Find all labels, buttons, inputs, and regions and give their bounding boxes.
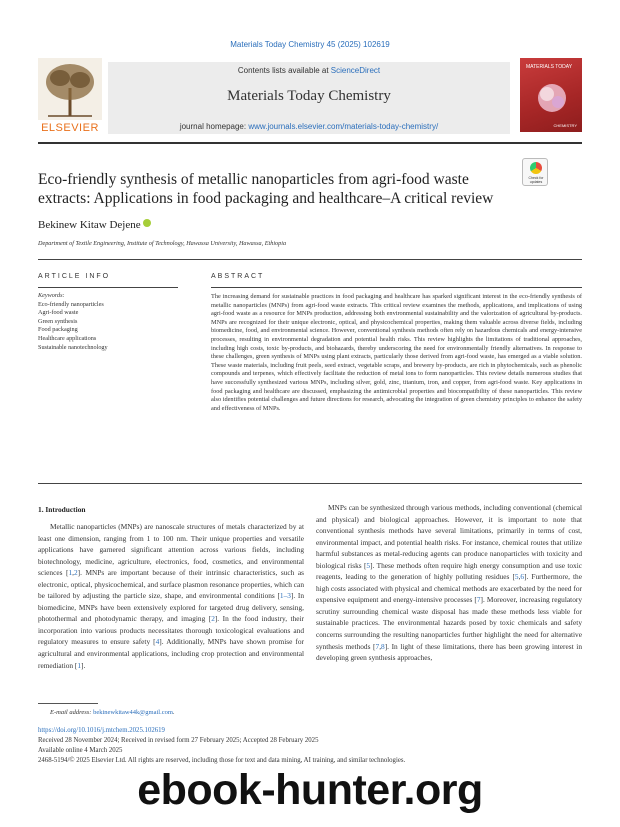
abstract-text: The increasing demand for sustainable practices in food packaging and healthcare has sparked significant interest in the eco-friendly synthesis of metallic nanoparticles (MNPs) from agri-food waste extracts. This critical review examines the methods, applications, and implications of using agri-food waste as a resource for MNPs production, addressing both environmental sustainability and the valorization of agricultural by-products. MNPs are recognized for their unique electronic, optical, and physicochemical properties, making them valuable across diverse fields, including biomedicine, food, and environmental science. However, conventional synthesis methods often rely on hazardous chemicals and energy-intensive processes, resulting in environmental degradation and potential health risks. This review highlights the limitations of traditional approaches, including high costs, toxic by-products, and biohazards, thereby underscoring the need for environmentally friendly alternatives. In response to these challenges, green synthesis of MNPs using plant extracts, particularly those derived from agri-food waste, has emerged as a viable solution. These waste materials, including fruit peels, seed extract, vegetable scraps, and brewery by-products, are rich in phytochemicals, such as phenolic compounds and terpenes, which effectively facilitate the reduction of metal ions to form nanoparticles. This review details numerous studies that have successfully synthesized various MNPs, including silver, gold, zinc, titanium, iron, and copper, from agri-food waste. Key applications in food packaging and healthcare are discussed, emphasizing the antimicrobial properties and biocompatibility of these nanoparticles. This review also identifies potential challenges and future directions for research, advocating the integration of green chemistry principles to enhance the safety and effectiveness of MNPs. (211, 293, 582, 412)
body-text: ]. (81, 660, 86, 670)
contents-line (108, 66, 510, 75)
body-text: ]. Additionally, MNPs have shown promise for agricultural and environmental applications, including crop protection and environmental remediation [ (38, 637, 304, 670)
citation-link[interactable]: 7 (476, 595, 481, 605)
email-link[interactable]: bekinewkitaw44k@gmail.com (93, 709, 173, 716)
article-info-rule (38, 287, 178, 288)
footnote-rule (38, 703, 98, 704)
citation-link[interactable]: 6 (520, 572, 525, 582)
elsevier-wordmark: ELSEVIER (41, 122, 99, 134)
body-text: MNPs can be synthesized through various methods, including conventional (chemical and physical) and biological approaches. However, it is important to note that conventional synthesis methods have several limitations, primarily in terms of cost, environmental impact, and potential health risks. For instance, chemical routes that utilize harmful substances as metal-reducing agents can produce nanoparticles with toxicity and biological risks [ (316, 503, 582, 570)
abstract-bottom-divider (38, 483, 582, 484)
cover-title: MATERIALS TODAY (526, 64, 573, 70)
sciencedirect-link[interactable]: ScienceDirect (330, 66, 381, 75)
body-text: , (379, 641, 382, 651)
body-text: , (72, 568, 74, 578)
introduction-heading: 1. Introduction (38, 505, 86, 514)
journal-homepage-link[interactable]: www.journals.elsevier.com/materials-today-chemistry/ (248, 122, 439, 131)
keyword: Agri-food waste (38, 309, 79, 317)
keywords-block (38, 292, 178, 352)
keywords-label: Keywords: (38, 292, 65, 299)
journal-reference[interactable]: Materials Today Chemistry 45 (2025) 102619 (230, 40, 390, 49)
affiliation: Department of Textile Engineering, Institute of Technology, Hawassa University, Hawassa, Ethiopia (38, 240, 287, 247)
abstract-rule (211, 287, 582, 288)
citation-link[interactable]: 1–3 (279, 591, 291, 601)
body-text: ]. In light of these limitations, there has been growing interest in developing green synthesis approaches, (316, 641, 582, 663)
cover-graphic (532, 80, 572, 116)
doi-link[interactable]: https://doi.org/10.1016/j.mtchem.2025.102619 (38, 727, 165, 734)
citation-link[interactable]: 2 (211, 614, 215, 624)
citation-link[interactable]: 1 (68, 568, 73, 578)
cover-bottom-label: CHEMISTRY (553, 123, 577, 128)
body-text: ]. In the food industry, their incorporation into various products necessitates thorough toxicological evaluations and regulatory measures to ensure safety [ (38, 614, 304, 647)
email-label: E-mail address: (50, 709, 92, 716)
citation-link[interactable]: 1 (77, 660, 82, 670)
email-footnote (50, 709, 175, 716)
received-dates: Received 28 November 2024; Received in revised form 27 February 2025; Accepted 28 February 2025 (38, 737, 319, 744)
homepage-line (108, 122, 510, 131)
body-text: ]. In biomedicine, MNPs have been extensively explored for targeted drug delivery, sensing, photothermal and photodynamic therapy, and imaging [ (38, 591, 304, 624)
citation-link[interactable]: 5 (514, 572, 519, 582)
keyword: Food packaging (38, 326, 78, 334)
body-text: Metallic nanoparticles (MNPs) are nanoscale structures of metals characterized by at least one dimension, ranging from 1 to 100 nm. Their unique properties and versatile applications have garnered significant attention across various fields, including biotechnology, medicine, agriculture, electronics, food, cosmetics, and environmental sciences [ (38, 522, 304, 578)
header-divider (38, 142, 582, 144)
introduction-left-column (38, 521, 304, 671)
author-name[interactable]: Bekinew Kitaw Dejene (38, 219, 141, 231)
check-updates-icon (530, 162, 542, 174)
title-divider (38, 259, 582, 260)
body-text: ]. Furthermore, the high costs associated with physical and chemical methods are exacerbated by the need for expensive equipment and energy-intensive processes [ (316, 572, 582, 605)
body-text: ]. These methods often require high energy consumption and use toxic reagents, leading to the generation of highly polluting residues [ (316, 560, 583, 582)
keyword: Healthcare applications (38, 334, 97, 342)
abstract-heading: ABSTRACT (211, 273, 265, 280)
author-line (38, 219, 151, 231)
citation-link[interactable]: 2 (73, 568, 78, 578)
check-for-updates-button[interactable] (522, 158, 548, 186)
check-updates-label: Check for updates (528, 176, 544, 184)
body-text: , (518, 572, 521, 582)
journal-title: Materials Today Chemistry (227, 88, 391, 104)
watermark-text: ebook-hunter.org (137, 766, 483, 814)
citation-link[interactable]: 4 (155, 637, 160, 647)
body-text: ]. MNPs are important because of their intrinsic characteristics, such as electronic, optical, physicochemical, and surface plasmon resonance properties, which can be tailored by adjusting the particle size, shape, and environmental conditions [ (38, 568, 305, 601)
citation-link[interactable]: 8 (381, 641, 385, 651)
keyword: Green synthesis (38, 317, 78, 325)
citation-link[interactable]: 5 (366, 560, 371, 570)
journal-cover-image (520, 58, 582, 132)
available-online-date: Available online 4 March 2025 (38, 747, 123, 754)
email-suffix: . (172, 709, 175, 716)
introduction-right-column (316, 502, 582, 664)
homepage-prefix: journal homepage: (179, 122, 249, 131)
contents-prefix: Contents lists available at (237, 66, 331, 75)
keyword: Sustainable nanotechnology (38, 343, 108, 351)
paper-title: Eco-friendly synthesis of metallic nanoparticles from agri-food waste extracts: Applications in food packaging and healthcare–A critical review (38, 171, 494, 207)
article-info-heading: ARTICLE INFO (38, 273, 111, 280)
orcid-icon[interactable] (143, 219, 151, 227)
keyword: Eco-friendly nanoparticles (38, 300, 104, 308)
citation-link[interactable]: 7 (375, 641, 380, 651)
body-text: ]. Moreover, increasing regulatory scrutiny surrounding chemical waste disposal has made these methods less viable for sustainable practices. The environmental hazards posed by toxic chemicals and safety concerns surrounding the resulting nanoparticles further highlight the need for alternative synthesis methods [ (316, 595, 582, 651)
copyright-notice: 2468-5194/© 2025 Elsevier Ltd. All rights are reserved, including those for text and data mining, AI training, and similar technologies. (38, 757, 406, 764)
